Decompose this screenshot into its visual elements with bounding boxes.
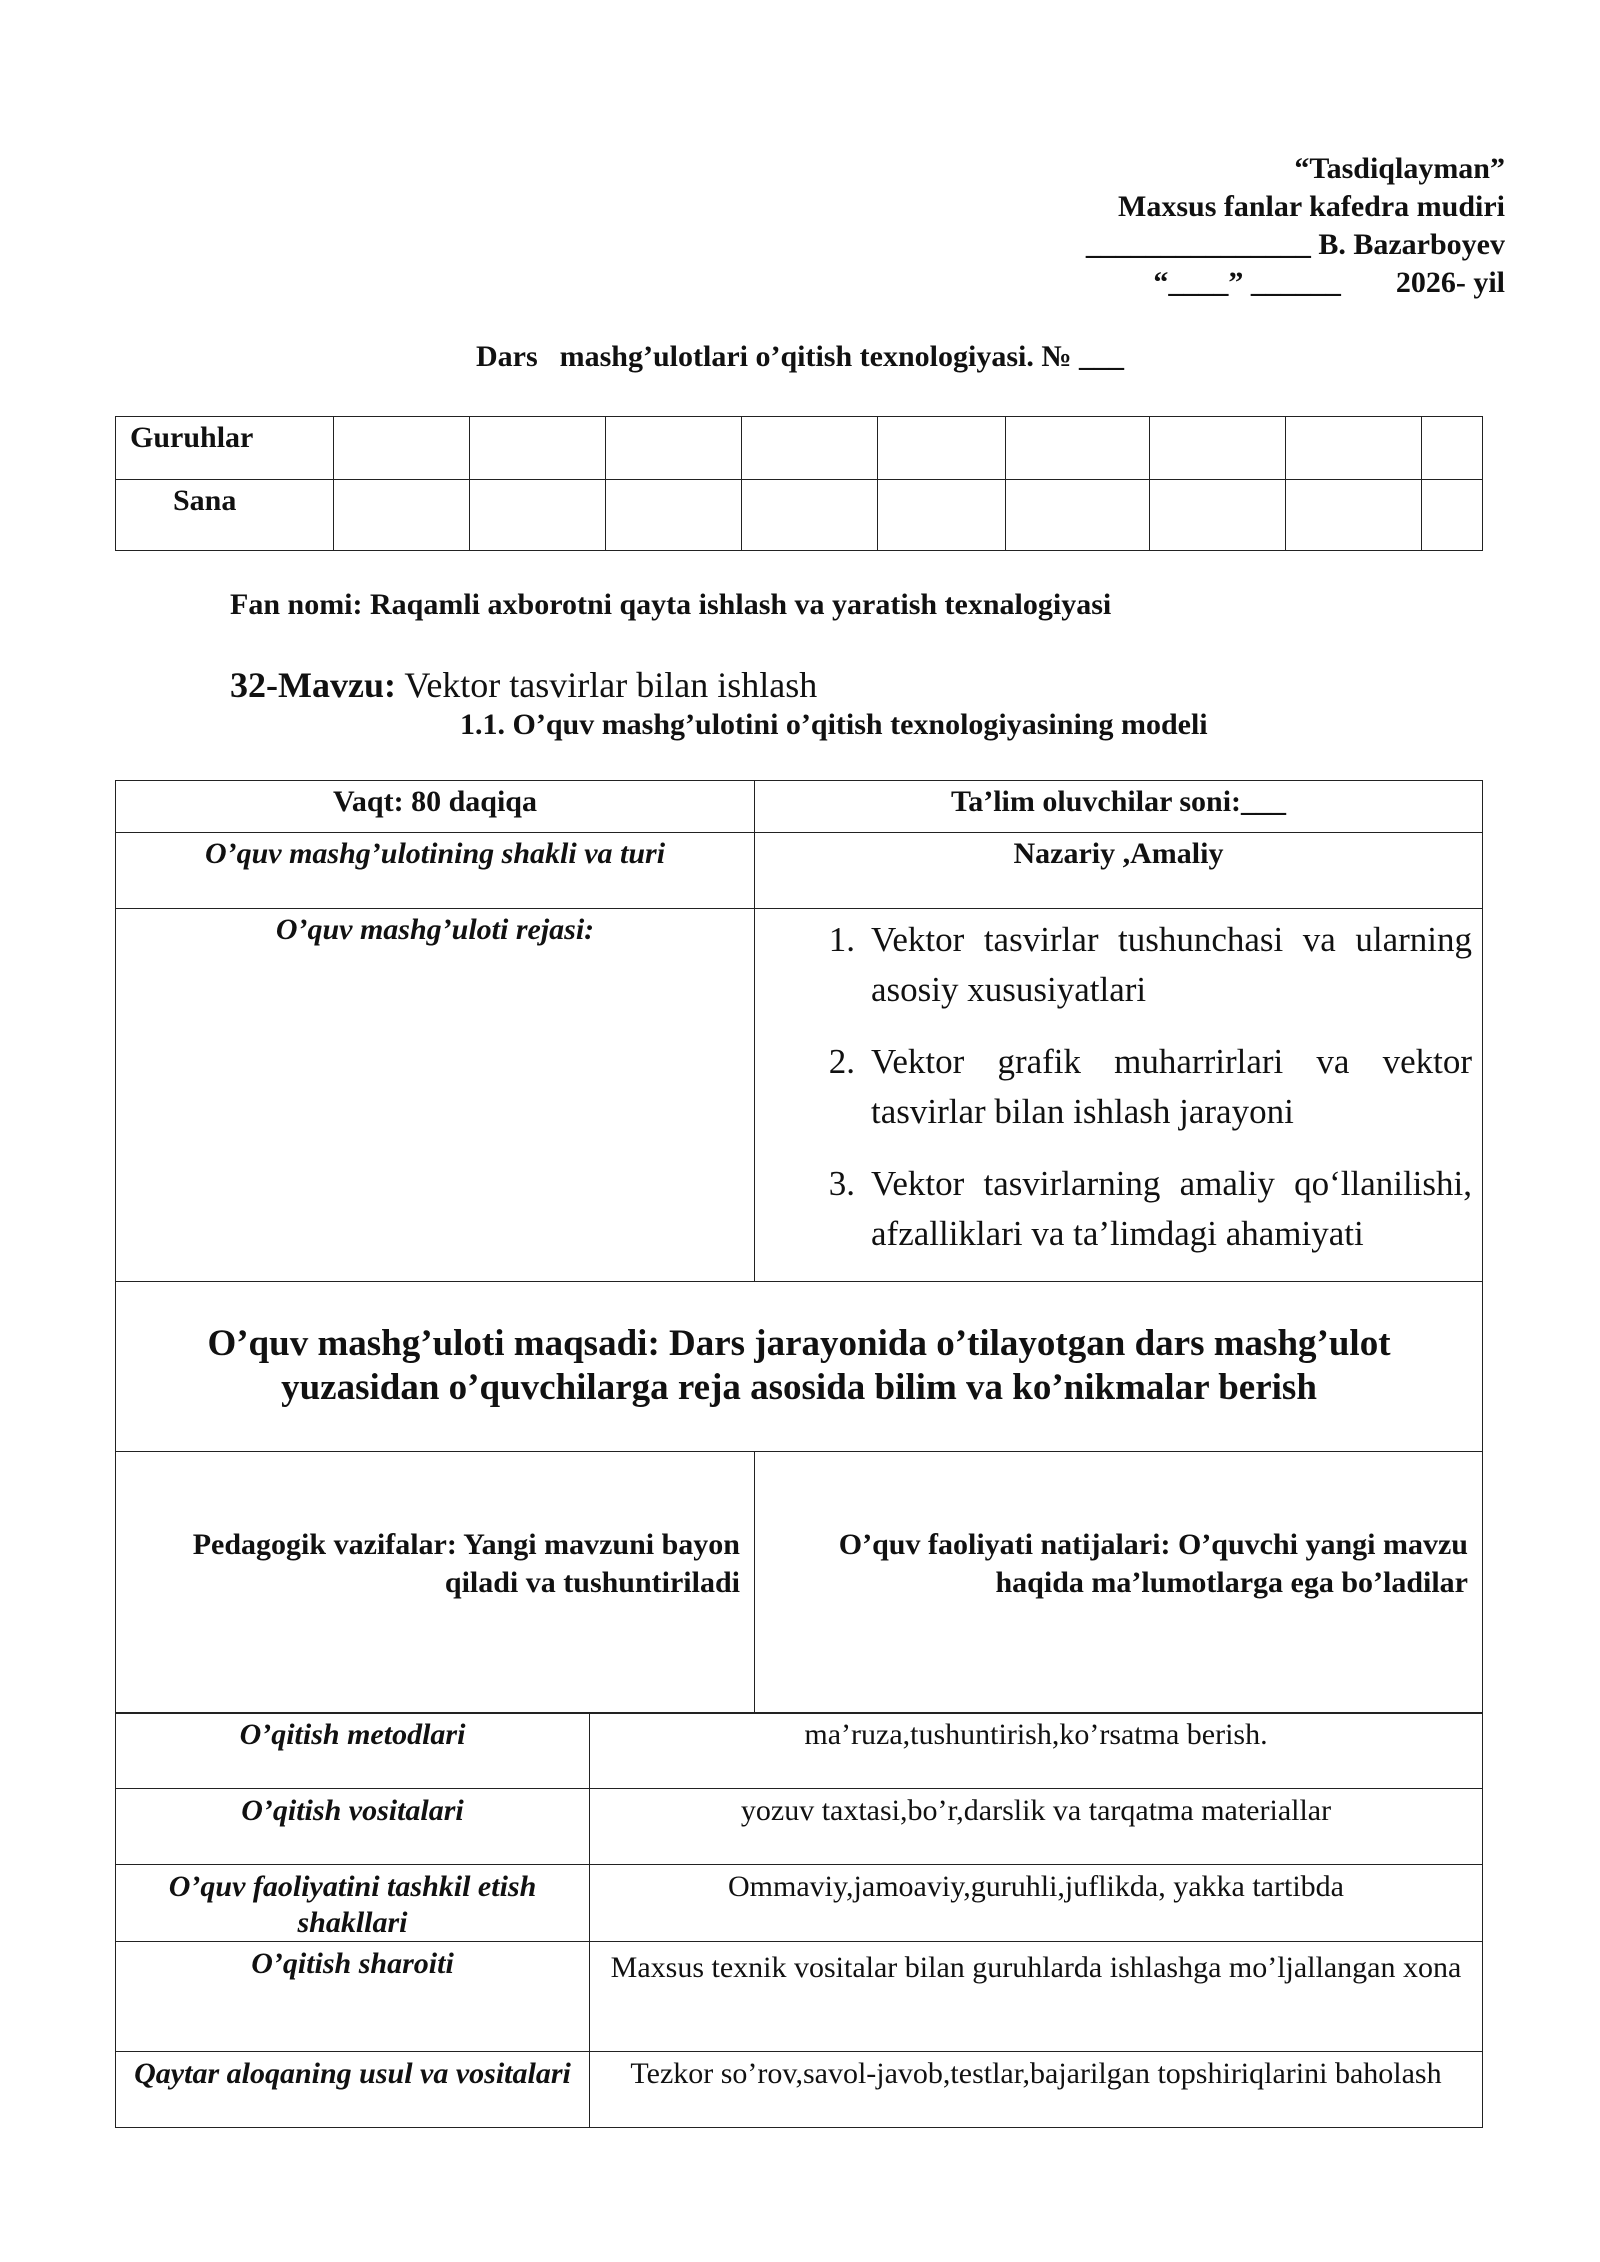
groups-cell[interactable]: [1422, 417, 1483, 480]
groups-cell[interactable]: [1150, 417, 1286, 480]
date-cell[interactable]: [878, 480, 1006, 551]
plan-label: O’quv mashg’uloti rejasi:: [116, 909, 755, 1282]
pedagogical-cell: [116, 1452, 755, 1714]
methods-row: [116, 2052, 1483, 2128]
results-cell: [755, 1452, 1483, 1714]
subject-name: Fan nomi: Raqamli axborotni qayta ishlash va yaratish texnalogiyasi: [230, 588, 1112, 621]
students-count-cell: Ta’lim oluvchilar soni:___: [755, 781, 1483, 833]
model-title: 1.1. O’quv mashg’ulotini o’qitish texnologiyasining modeli: [460, 708, 1208, 741]
date-cell[interactable]: [470, 480, 606, 551]
methods-key: O’qitish vositalari: [116, 1789, 590, 1865]
approval-date: [1086, 264, 1505, 302]
time-cell: Vaqt: 80 daqiqa: [116, 781, 755, 833]
goal-text: O’quv mashg’uloti maqsadi: Dars jarayonida o’tilayotgan dars mashg’ulot yuzasidan o’quvchilarga reja asosida bilim va ko’nikmalar berish: [207, 1323, 1391, 1408]
methods-key: O’quv faoliyatini tashkil etish shakllari: [116, 1865, 590, 1942]
plan-item-number: 2.: [828, 1042, 855, 1081]
date-row: [116, 480, 1483, 551]
groups-cell[interactable]: [1286, 417, 1422, 480]
methods-value: Tezkor so’rov,savol-javob,testlar,bajarilgan topshiriqlarini baholash: [590, 2052, 1483, 2128]
topic-label: 32-Mavzu:: [230, 665, 396, 705]
topic: [230, 664, 817, 706]
plan-item-text: Vektor tasvirlar tushunchasi va ularning asosiy xususiyatlari: [871, 920, 1472, 1009]
methods-table: [115, 1712, 1483, 2128]
plan-list: [755, 909, 1482, 1259]
methods-value: Ommaviy,jamoaviy,guruhli,juflikda, yakka tartibda: [590, 1865, 1483, 1942]
approval-position: Maxsus fanlar kafedra mudiri: [1118, 190, 1505, 223]
date-cell[interactable]: [1006, 480, 1150, 551]
plan-item-text: Vektor grafik muharrirlari va vektor tasvirlar bilan ishlash jarayoni: [871, 1042, 1472, 1131]
plan-cell: [755, 909, 1483, 1282]
doc-title-number: № ___: [1041, 340, 1124, 373]
methods-key: O’qitish metodlari: [116, 1713, 590, 1789]
approval-block: [1086, 150, 1505, 302]
methods-key: Qaytar aloqaning usul va vositalari: [116, 2052, 590, 2128]
groups-cell[interactable]: [334, 417, 470, 480]
goal-row: [116, 1282, 1483, 1452]
plan-item: [755, 915, 1472, 1015]
document-title: [0, 340, 1600, 374]
groups-cell[interactable]: [742, 417, 878, 480]
plan-item: [755, 1159, 1472, 1259]
tasks-row: [116, 1452, 1483, 1714]
methods-row: [116, 1713, 1483, 1789]
methods-key: O’qitish sharoiti: [116, 1942, 590, 2052]
methods-row: [116, 1942, 1483, 2052]
approval-year: 2026- yil: [1395, 266, 1505, 299]
date-cell[interactable]: [334, 480, 470, 551]
methods-value: ma’ruza,tushuntirish,ko’rsatma berish.: [590, 1713, 1483, 1789]
plan-item-text: Vektor tasvirlarning amaliy qo‘llanilishi, afzalliklari va ta’limdagi ahamiyati: [871, 1164, 1472, 1253]
time-row: [116, 781, 1483, 833]
date-cell[interactable]: [1150, 480, 1286, 551]
goal-cell: [116, 1282, 1483, 1452]
approval-signature: _______________ B. Bazarboyev: [1085, 228, 1505, 261]
groups-cell[interactable]: [470, 417, 606, 480]
topic-text: Vektor tasvirlar bilan ishlash: [395, 665, 818, 705]
methods-row: [116, 1789, 1483, 1865]
methods-row: [116, 1865, 1483, 1942]
approval-date-day: “____”: [1153, 266, 1244, 299]
groups-cell[interactable]: [606, 417, 742, 480]
groups-table: [115, 416, 1483, 551]
form-label: O’quv mashg’ulotining shakli va turi: [116, 833, 755, 909]
form-value: Nazariy ,Amaliy: [755, 833, 1483, 909]
results-text: O’quv faoliyati natijalari: O’quvchi yangi mavzu haqida ma’lumotlarga ega bo’ladilar: [838, 1528, 1468, 1599]
pedagogical-text: Pedagogik vazifalar: Yangi mavzuni bayon qiladi va tushuntiriladi: [192, 1528, 740, 1599]
groups-cell[interactable]: [1006, 417, 1150, 480]
plan-item-number: 1.: [828, 920, 855, 959]
date-cell[interactable]: [1286, 480, 1422, 551]
doc-title-part1: Dars: [475, 340, 538, 373]
groups-row: [116, 417, 1483, 480]
form-row: [116, 833, 1483, 909]
plan-item: [755, 1037, 1472, 1137]
doc-title-part2: mashg’ulotlari o’qitish texnologiyasi.: [559, 340, 1034, 373]
methods-value: Maxsus texnik vositalar bilan guruhlarda ishlashga mo’ljallangan xona: [590, 1942, 1483, 2052]
groups-cell[interactable]: [878, 417, 1006, 480]
methods-value: yozuv taxtasi,bo’r,darslik va tarqatma materiallar: [590, 1789, 1483, 1865]
plan-row: [116, 909, 1483, 1282]
approval-date-month: ______: [1250, 266, 1341, 299]
date-cell[interactable]: [606, 480, 742, 551]
date-cell[interactable]: [1422, 480, 1483, 551]
plan-item-number: 3.: [828, 1164, 855, 1203]
date-cell[interactable]: [742, 480, 878, 551]
groups-label: Guruhlar: [116, 417, 334, 480]
date-label: Sana: [116, 480, 334, 551]
approval-title: “Tasdiqlayman”: [1294, 152, 1505, 185]
lesson-model-table: [115, 780, 1483, 1714]
